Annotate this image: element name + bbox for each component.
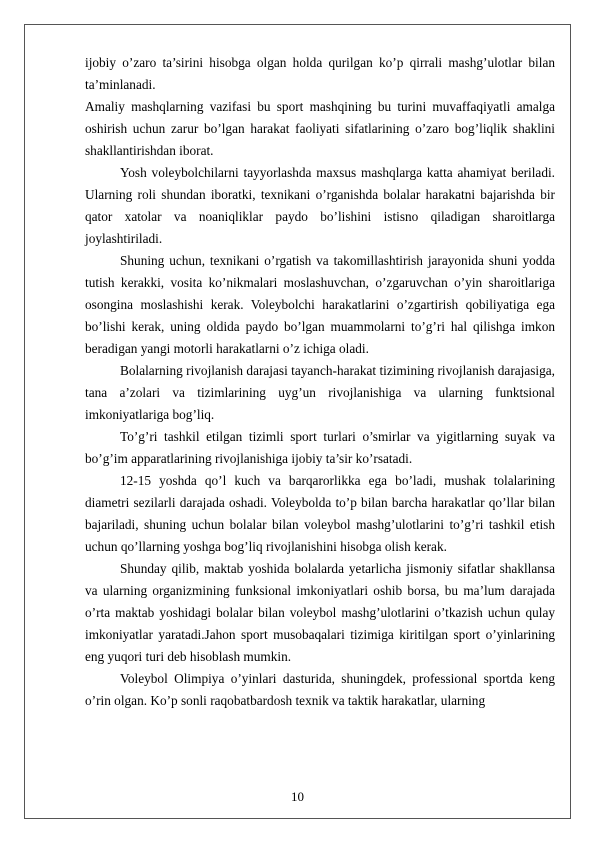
page-number: 10	[291, 789, 304, 804]
paragraph-continuation: ijobiy o’zaro ta’sirini hisobga olgan holda qurilgan ko’p qirrali mashg’ulotlar bilan ta’minlanadi.	[85, 55, 555, 92]
paragraph: Shunday qilib, maktab yoshida bolalarda yetarlicha jismoniy sifatlar shakllansa va ularning organizmining funksional imkoniyatlari oshib borsa, bu ma’lum darajada o’rta maktab yoshidagi bolalar bilan voleybol mashg’ulotlarini o’tkazish uchun qulay imkoniyatlar yaratadi.Jahon sport musobaqalari tizimiga kiritilgan sport o’yinlarining eng yuqori turi deb hisoblash mumkin.	[85, 561, 555, 664]
paragraph: Shuning uchun, texnikani o’rgatish va takomillashtirish jarayonida shuni yodda tutish kerakki, vosita ko’nikmalari moslashuvchan, o’zgaruvchan o’yin sharoitlariga osongina moslashishi kerak. Voleybolchi harakatlarini o’zgartirish qobiliyatiga ega bo’lishi kerak, uning oldida paydo bo’lgan muammolarni to’g’ri hal qilishga imkon beradigan yangi motorli harakatlarni o’z ichiga oladi.	[85, 253, 555, 356]
paragraph: Voleybol Olimpiya o’yinlari dasturida, shuningdek, professional sportda keng o’rin olgan. Ko’p sonli raqobatbardosh texnik va taktik harakatlar, ularning	[85, 671, 555, 708]
paragraph: Yosh voleybolchilarni tayyorlashda maxsus mashqlarga katta ahamiyat beriladi. Ularning roli shundan iboratki, texnikani o’rganishda bolalar harakatni bajarishda bir qator xatolar va noaniqliklar paydo bo’lishini istisno qiladigan sharoitlarga joylashtiriladi.	[85, 165, 555, 246]
paragraph: Bolalarning rivojlanish darajasi tayanch-harakat tizimining rivojlanish darajasiga, tana a’zolari va tizimlarining uyg’un rivojlanishiga va ularning funktsional imkoniyatlariga bog’liq.	[85, 363, 555, 422]
paragraph: Amaliy mashqlarning vazifasi bu sport mashqining bu turini muvaffaqiyatli amalga oshirish uchun zarur bo’lgan harakat faoliyati sifatlarining o’zaro bog’liqlik shaklini shakllantirishdan iborat.	[85, 99, 555, 158]
paragraph: To’g’ri tashkil etilgan tizimli sport turlari o’smirlar va yigitlarning suyak va bo’g’im apparatlarining rivojlanishiga ijobiy ta’sir ko’rsatadi.	[85, 429, 555, 466]
document-body	[85, 52, 555, 712]
paragraph: 12-15 yoshda qo’l kuch va barqarorlikka ega bo’ladi, mushak tolalarining diametri sezilarli darajada oshadi. Voleybolda to’p bilan barcha harakatlar qo’llar bilan bajariladi, shuning uchun bolalar bilan voleybol mashg’ulotlarini to’g’ri tashkil etish uchun qo’llarning yoshga bog’liq rivojlanishini hisobga olish kerak.	[85, 473, 555, 554]
